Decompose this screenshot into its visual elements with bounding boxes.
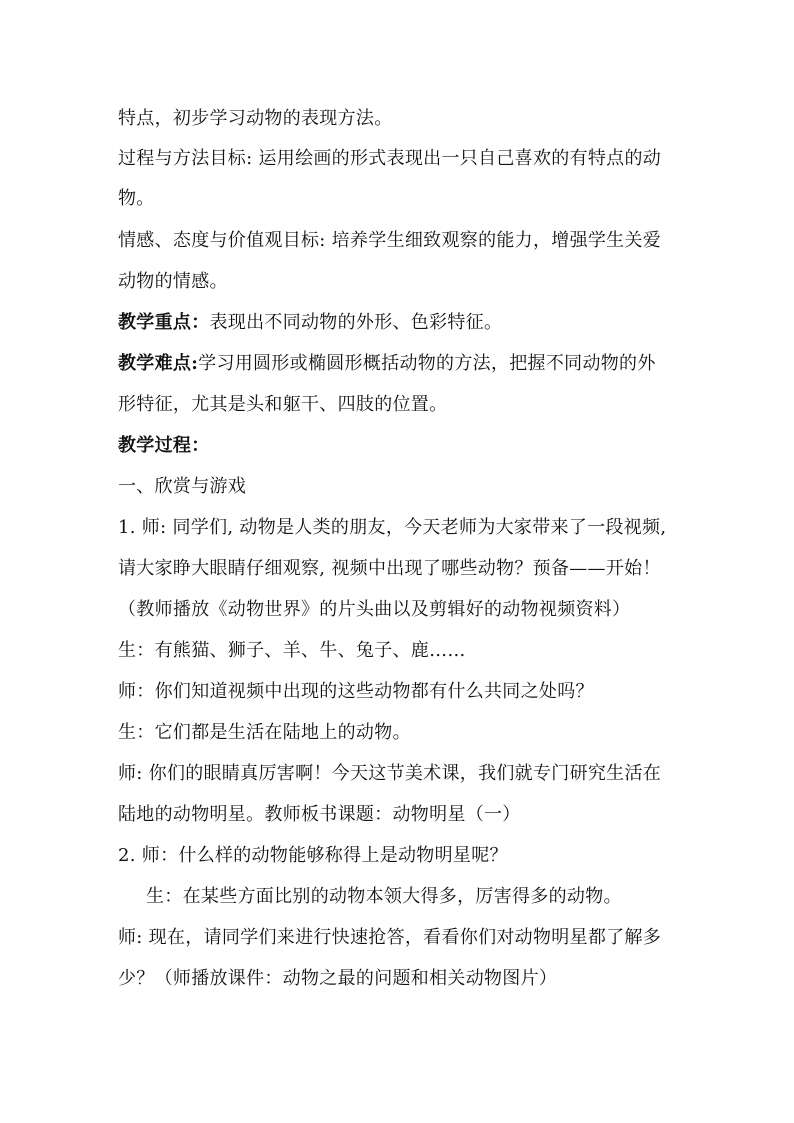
text-line: 1. 师: 同学们, 动物是人类的朋友，今天老师为大家带来了一段视频,: [118, 517, 667, 538]
text-line: 过程与方法目标: 运用绘画的形式表现出一只自己喜欢的有特点的动: [118, 148, 662, 169]
text-line: 师：你们知道视频中出现的这些动物都有什么共同之处吗？: [118, 681, 594, 702]
text-line: 陆地的动物明星。教师板书课题：动物明星（一）: [118, 804, 521, 825]
text-line: 少？（师播放课件：动物之最的问题和相关动物图片）: [118, 968, 558, 989]
process-heading: 教学过程：: [118, 435, 210, 456]
text-line: 特点，初步学习动物的表现方法。: [118, 108, 393, 129]
text-line: 师: 你们的眼睛真厉害啊！今天这节美术课，我们就专门研究生活在: [118, 763, 662, 784]
text-line: 师: 现在，请同学们来进行快速抢答，看看你们对动物明星都了解多: [118, 927, 662, 948]
text-line: 2. 师：什么样的动物能够称得上是动物明星呢？: [118, 845, 508, 866]
key-point-text: 表现出不同动物的外形、色彩特征。: [209, 312, 503, 333]
section-heading: 一、欣赏与游戏: [118, 476, 247, 497]
difficulty-line: [118, 352, 698, 376]
text-line: （教师播放《动物世界》的片头曲以及剪辑好的动物视频资料）: [118, 599, 631, 620]
key-point-label: 教学重点：: [118, 312, 210, 333]
text-line: 生：有熊猫、狮子、羊、牛、兔子、鹿……: [118, 640, 466, 661]
text-line: 动物的情感。: [118, 271, 228, 292]
text-line: 请大家睁大眼睛仔细观察, 视频中出现了哪些动物？预备——开始！: [118, 558, 661, 579]
difficulty-text: 学习用圆形或椭圆形概括动物的方法，把握不同动物的外: [198, 353, 656, 374]
key-point-line: [118, 311, 698, 335]
text-line: 情感、态度与价值观目标: 培养学生细致观察的能力，增强学生关爱: [118, 230, 662, 251]
text-line: 生：它们都是生活在陆地上的动物。: [118, 722, 411, 743]
text-line: 物。: [118, 188, 155, 209]
difficulty-label: 教学难点:: [118, 353, 199, 374]
text-line: 形特征，尤其是头和躯干、四肢的位置。: [118, 394, 448, 415]
text-line: 生：在某些方面比别的动物本领大得多，厉害得多的动物。: [146, 886, 622, 907]
